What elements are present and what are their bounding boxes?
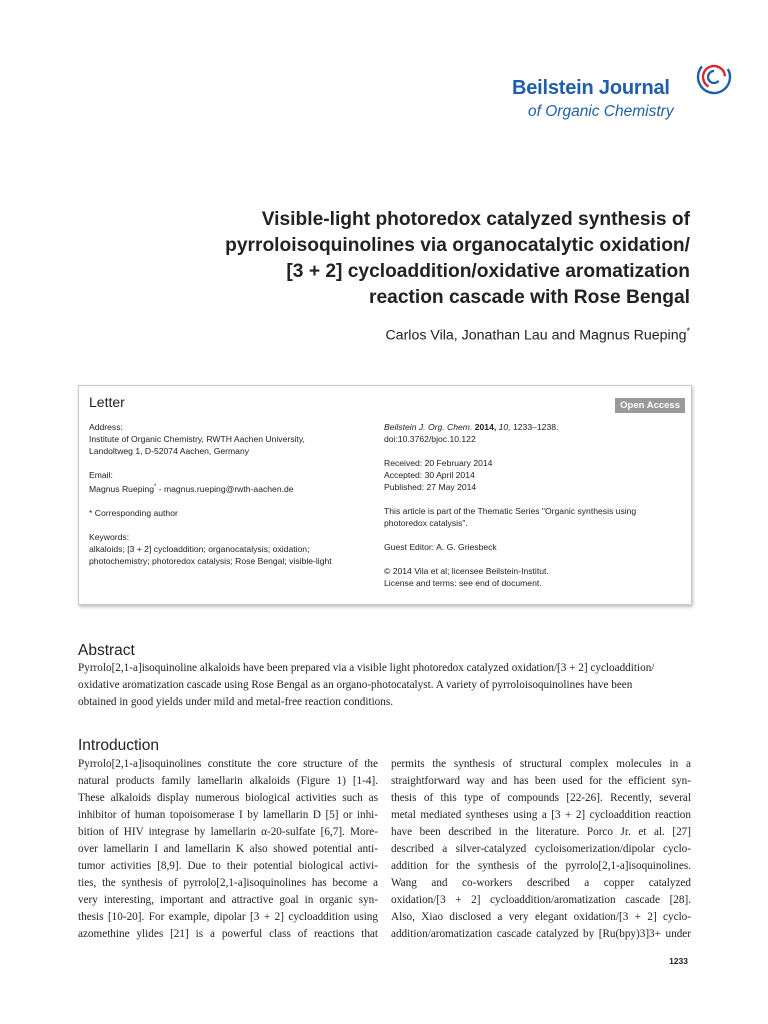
body-line: addition/aromatization cascade catalyzed by [Ru(bpy)3]3+ under	[391, 928, 691, 940]
published-date: Published: 27 May 2014	[384, 482, 477, 492]
address-line: Institute of Organic Chemistry, RWTH Aachen University,	[89, 434, 305, 444]
citation-pages: 1233–1238.	[513, 422, 559, 432]
body-line: natural products family lamellarin alkaloids (Figure 1) [1-4].	[78, 775, 378, 787]
keywords-line: alkaloids; [3 + 2] cycloaddition; organocatalysis; oxidation;	[89, 543, 310, 554]
author-list	[385, 326, 690, 344]
body-line: metal mediated syntheses using a [3 + 2] cycloaddition reaction	[391, 809, 691, 821]
address-line: Landoltweg 1, D-52074 Aachen, Germany	[89, 446, 250, 456]
citation-year: 2014,	[474, 422, 497, 432]
journal-swirl-icon	[694, 57, 734, 97]
article-type: Letter	[89, 394, 125, 410]
body-line: ties, the synthesis of pyrrolo[2,1-a]isoquinolines has become a	[78, 877, 378, 889]
body-line: These alkaloids display numerous biological activities such as	[78, 792, 378, 804]
article-title	[130, 207, 690, 311]
accepted-date: Accepted: 30 April 2014	[384, 470, 475, 480]
body-line: inhibitor of human topoisomerase I by lamellarin D [5] or inhi-	[78, 809, 378, 821]
corresponding-note: * Corresponding author	[89, 507, 178, 518]
series-line: photoredox catalysis".	[384, 518, 468, 528]
citation-volume: 10,	[498, 422, 511, 432]
body-line: described a silver-catalyzed cycloisomerization/dipolar cyclo-	[391, 843, 691, 855]
abstract-heading: Abstract	[78, 642, 135, 659]
introduction-heading: Introduction	[78, 737, 159, 754]
abstract-text	[78, 660, 690, 711]
intro-left-column	[78, 756, 378, 943]
body-line: have been described in the literature. Porco Jr. et al. [27]	[391, 826, 691, 838]
page-number: 1233	[669, 956, 688, 966]
body-line: very interesting, important and attractive goal in organic syn-	[78, 894, 378, 906]
license-link[interactable]: License and terms: see end of document.	[384, 578, 542, 588]
body-line: thesis of this type of compounds [22-26]. Recently, several	[391, 792, 691, 804]
body-line: Also, Xiao disclosed a very elegant oxidation/[3 + 2] cyclo-	[391, 911, 691, 923]
info-right-column	[384, 421, 636, 589]
body-line: azomethine ylides [21] is a powerful class of reactions that	[78, 928, 378, 940]
body-line: Pyrrolo[2,1-a]isoquinolines constitute the core structure of the	[78, 758, 378, 770]
body-line: permits the synthesis of structural complex molecules in a	[391, 758, 691, 770]
keywords-label: Keywords:	[89, 531, 130, 542]
received-date: Received: 20 February 2014	[384, 458, 493, 468]
email-mark: *	[153, 484, 157, 490]
email-link[interactable]: - magnus.rueping@rwth-aachen.de	[156, 483, 294, 494]
email-label: Email:	[89, 470, 113, 480]
journal-subtitle: of Organic Chemistry	[528, 103, 674, 120]
body-line: Wang and co-workers described a copper catalyzed	[391, 877, 691, 889]
title-line: pyrroloisoquinolines via organocatalytic oxidation/	[225, 235, 690, 256]
journal-name: Beilstein Journal	[512, 77, 670, 99]
citation	[384, 421, 636, 433]
body-line: straightforward way and has been used for the efficient syn-	[391, 775, 691, 787]
guest-editor: Guest Editor: A. G. Griesbeck	[384, 542, 497, 552]
copyright: © 2014 Vila et al; licensee Beilstein-Institut.	[384, 566, 549, 576]
citation-journal: Beilstein J. Org. Chem.	[384, 422, 473, 432]
corresponding-mark: *	[686, 326, 690, 336]
authors-text: Carlos Vila, Jonathan Lau and Magnus Rueping	[385, 327, 687, 344]
address-label: Address:	[89, 422, 123, 432]
info-left-column	[89, 421, 332, 567]
keywords-line: photochemistry; photoredox catalysis; Rose Bengal; visible-light	[89, 555, 332, 566]
abstract-line: Pyrrolo[2,1-a]isoquinoline alkaloids have been prepared via a visible light photoredox catalyzed oxidation/[3 + 2] cycloaddition/	[78, 662, 655, 674]
body-line: tumor activities [8,9]. Due to their potential biological activi-	[78, 860, 378, 872]
journal-logo	[512, 55, 722, 135]
email-name: Magnus Rueping	[89, 483, 154, 494]
doi-link[interactable]: doi:10.3762/bjoc.10.122	[384, 434, 476, 444]
body-line: addition for the synthesis of the pyrrolo[2,1-a]isoquinolines.	[391, 860, 691, 872]
title-line: Visible-light photoredox catalyzed synthesis of	[261, 209, 690, 230]
title-line: reaction cascade with Rose Bengal	[369, 287, 690, 308]
article-info-box	[78, 385, 692, 605]
title-line: [3 + 2] cycloaddition/oxidative aromatization	[286, 261, 690, 282]
abstract-line: obtained in good yields under mild and metal-free reaction conditions.	[78, 696, 394, 708]
body-line: thesis [10-20]. For example, dipolar [3 + 2] cycloaddition using	[78, 911, 378, 923]
abstract-line: oxidative aromatization cascade using Rose Bengal as an organo-photocatalyst. A variety of pyrroloisoquinolines have been	[78, 679, 633, 691]
series-line: This article is part of the Thematic Series "Organic synthesis using	[384, 506, 637, 516]
open-access-badge: Open Access	[615, 398, 685, 413]
intro-right-column	[391, 756, 691, 943]
body-line: bition of HIV integrase by lamellarin α-20-sulfate [6,7]. More-	[78, 826, 378, 838]
email-line	[89, 481, 332, 495]
body-line: oxidation/[3 + 2] cycloaddition/aromatization cascade [28].	[391, 894, 691, 906]
body-line: over lamellarin I and lamellarin K also showed potential anti-	[78, 843, 378, 855]
